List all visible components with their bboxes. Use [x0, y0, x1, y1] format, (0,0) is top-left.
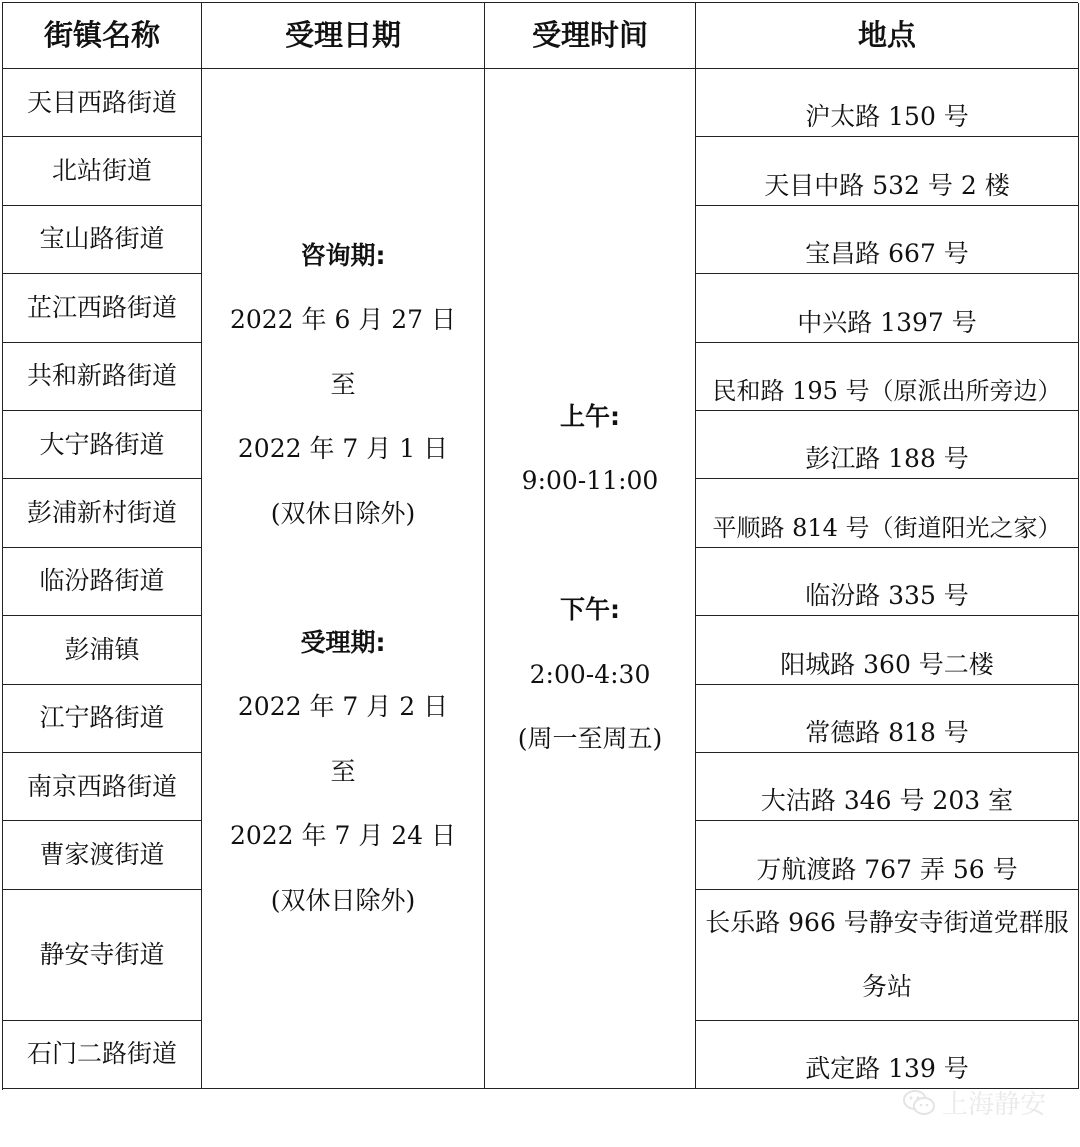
accept-end-date: 2022 年 7 月 24 日: [229, 821, 457, 851]
accept-to: 至: [330, 756, 356, 786]
street-name: 彭浦镇: [3, 616, 202, 684]
address: 万航渡路 767 弄 56 号: [696, 821, 1079, 889]
header-location: 地点: [696, 3, 1079, 69]
street-name: 宝山路街道: [3, 206, 202, 274]
consult-note: (双休日除外): [270, 498, 416, 528]
service-schedule-table: [2, 2, 1078, 1090]
address: 天目中路 532 号 2 楼: [696, 137, 1079, 205]
consult-start-date: 2022 年 6 月 27 日: [229, 305, 457, 335]
street-name: 北站街道: [3, 137, 202, 205]
address: 阳城路 360 号二楼: [696, 616, 1079, 684]
address: 常德路 818 号: [696, 685, 1079, 753]
address: 彭江路 188 号: [696, 411, 1079, 479]
street-name: 大宁路街道: [3, 411, 202, 479]
afternoon-hours: 2:00-4:30: [529, 659, 651, 689]
header-date: 受理日期: [202, 3, 485, 69]
header-street: 街镇名称: [3, 3, 202, 69]
morning-hours: 9:00-11:00: [521, 466, 659, 496]
afternoon-label: 下午:: [560, 595, 620, 625]
street-name: 临汾路街道: [3, 548, 202, 616]
street-name: 江宁路街道: [3, 685, 202, 753]
wechat-icon: [902, 1089, 936, 1117]
consult-end-date: 2022 年 7 月 1 日: [237, 434, 449, 464]
morning-label: 上午:: [560, 401, 620, 431]
street-name: 芷江西路街道: [3, 274, 202, 342]
address: 长乐路 966 号静安寺街道党群服务站: [696, 890, 1079, 1021]
address: 临汾路 335 号: [696, 548, 1079, 616]
weekday-note: (周一至周五): [517, 724, 663, 754]
consult-to: 至: [330, 369, 356, 399]
street-name: 曹家渡街道: [3, 821, 202, 889]
accept-note: (双休日除外): [270, 885, 416, 915]
date-column: [202, 69, 485, 1089]
address: 宝昌路 667 号: [696, 206, 1079, 274]
street-name: 彭浦新村街道: [3, 479, 202, 547]
address: 民和路 195 号（原派出所旁边）: [696, 343, 1079, 411]
street-name: 共和新路街道: [3, 343, 202, 411]
accept-period-label: 受理期:: [300, 627, 386, 657]
consult-period-label: 咨询期:: [300, 240, 386, 270]
street-name: 石门二路街道: [3, 1021, 202, 1089]
street-name: 天目西路街道: [3, 69, 202, 137]
header-time: 受理时间: [485, 3, 696, 69]
watermark-text: 上海静安: [941, 1090, 1046, 1120]
street-name: 南京西路街道: [3, 753, 202, 821]
time-column: [485, 69, 696, 1089]
address: 平顺路 814 号（街道阳光之家）: [696, 479, 1079, 547]
street-name: 静安寺街道: [3, 890, 202, 1021]
watermark: [902, 1084, 1046, 1121]
address: 大沽路 346 号 203 室: [696, 753, 1079, 821]
address: 武定路 139 号: [696, 1021, 1079, 1089]
address: 沪太路 150 号: [696, 69, 1079, 137]
accept-start-date: 2022 年 7 月 2 日: [237, 692, 449, 722]
address: 中兴路 1397 号: [696, 274, 1079, 342]
